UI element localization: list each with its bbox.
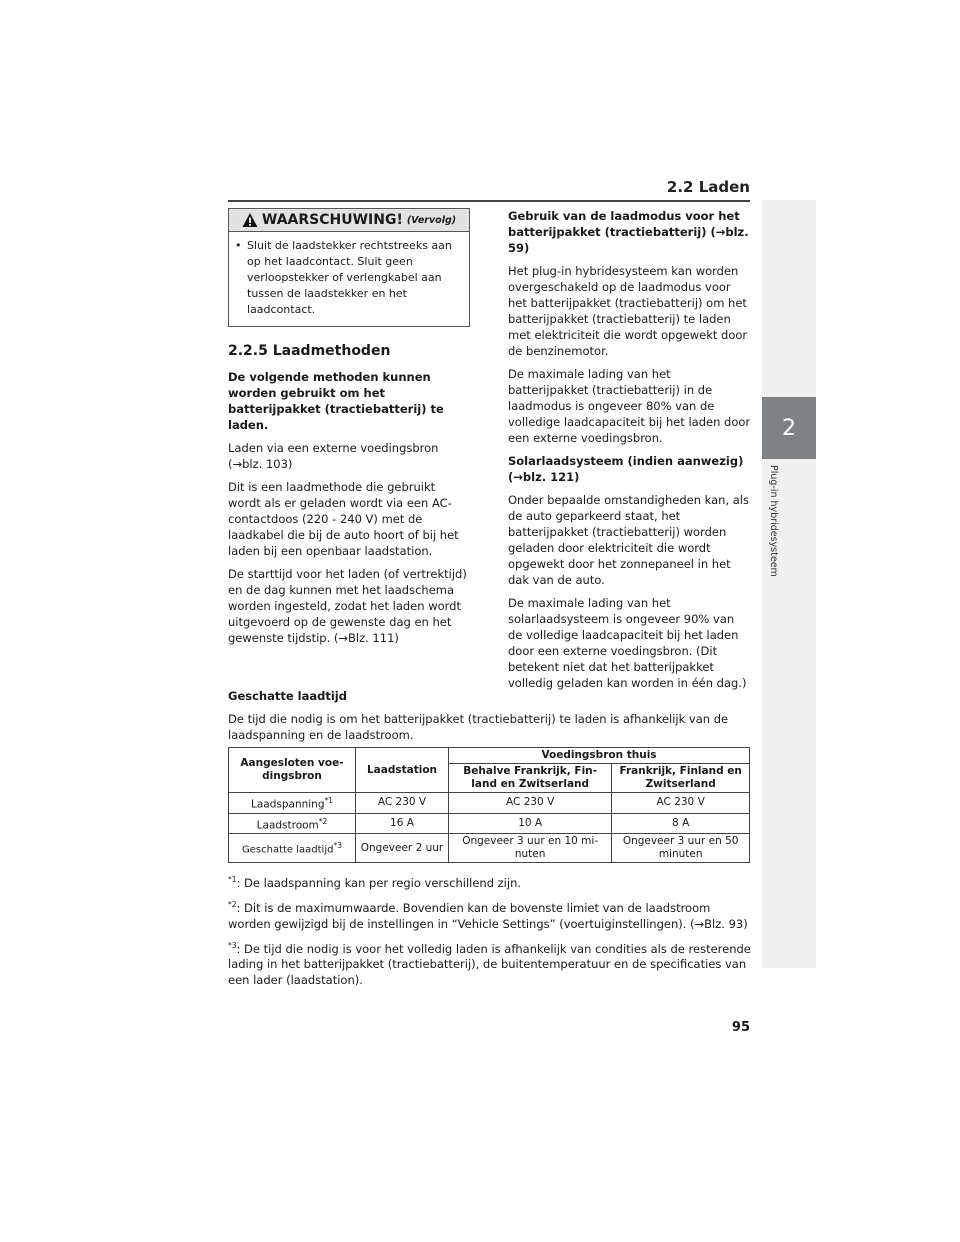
footnote-ref: *2 — [318, 816, 328, 826]
footnote-mark: *3 — [228, 940, 237, 950]
table-header-home-b: Frankrijk, Finland en Zwitserland — [612, 764, 750, 793]
cell-home-a: 10 A — [449, 813, 612, 834]
footnote — [228, 897, 752, 932]
page-number: 95 — [731, 1020, 750, 1035]
charge-mode-heading: Gebruik van de laadmodus voor het batterijpakket (tractiebatterij) (→blz. 59) — [508, 209, 749, 255]
solar-heading: Solarlaadsysteem (indien aanwezig) (→blz. 121) — [508, 454, 744, 484]
charge-mode-desc: Het plug-in hybridesysteem kan worden overgeschakeld op de laadmodus voor het batterijpakket (tractiebatterij) om het batterijpakket (tractiebatterij) te laden met elektriciteit die wordt opgewekt door de benzinemotor. — [508, 264, 748, 358]
table-header-home: Voedingsbron thuis — [449, 748, 750, 764]
table-header-home-a: Behalve Frankrijk, Fin-land en Zwitserland — [449, 764, 612, 793]
charge-time-heading: Geschatte laadtijd — [228, 689, 347, 703]
cell-home-a: Ongeveer 3 uur en 10 mi-nuten — [449, 834, 612, 863]
warning-title: WAARSCHUWING! — [261, 212, 403, 228]
bullet: • — [235, 239, 242, 252]
footnote — [228, 872, 752, 891]
solar-max: De maximale lading van het solarlaadsysteem is ongeveer 90% van de volledige laadcapaciteit bij het laden door een externe voedingsbron. (Dit betekent niet dat het batterijpakket volledig geladen kan worden in één dag.) — [508, 596, 747, 690]
chapter-tab-label: Plug-in hybridesysteem — [768, 465, 779, 577]
cell-home-b: 8 A — [612, 813, 750, 834]
footnote-mark: *2 — [228, 899, 237, 909]
side-margin-band — [762, 200, 816, 968]
section-intro: De volgende methoden kunnen worden gebruikt om het batterijpakket (tractiebatterij) te laden. — [228, 370, 444, 432]
row-label: Laadstroom — [256, 819, 319, 831]
section-header: 2.2 Laden — [666, 178, 750, 196]
solar-desc: Onder bepaalde omstandigheden kan, als de auto geparkeerd staat, het batterijpakket (tractiebatterij) worden geladen door elektriciteit die wordt opgewekt door het zonnepaneel in het dak van de auto. — [508, 493, 749, 587]
left-column — [228, 208, 470, 653]
cell-station: Ongeveer 2 uur — [356, 834, 449, 863]
warning-text: Sluit de laadstekker rechtstreeks aan op het laadcontact. Sluit geen verloopstekker of verlengkabel aan tussen de laadstekker en het laadcontact. — [247, 239, 452, 316]
footnote-text: : Dit is de maximumwaarde. Bovendien kan de bovenste limiet van de laadstroom worden gewijzigd bij de instellingen in “Vehicle Settings” (voertuiginstellingen). (→Blz. 93) — [228, 900, 748, 931]
table-header-source: Aangesloten voe-dingsbron — [229, 748, 356, 793]
method-external: Laden via een externe voedingsbron (→blz. 103) — [228, 441, 439, 471]
warning-triangle-icon — [242, 212, 258, 228]
cell-home-b: AC 230 V — [612, 793, 750, 814]
footnote-text: : De tijd die nodig is voor het volledig laden is afhankelijk van condities als de resterende lading in het batterijpakket (tractiebatterij), de buitentemperatuur en de specificaties van een lader (laadstation). — [228, 941, 751, 988]
warning-box — [228, 208, 470, 327]
warning-body — [229, 232, 469, 326]
cell-home-b: Ongeveer 3 uur en 50 minuten — [612, 834, 750, 863]
row-label: Geschatte laadtijd — [242, 844, 334, 856]
footnote — [228, 938, 752, 989]
table-row — [229, 834, 750, 863]
table-row — [229, 813, 750, 834]
footnote-text: : De laadspanning kan per regio verschillend zijn. — [236, 875, 522, 890]
footnote-ref: *1 — [324, 796, 334, 805]
charge-schedule-desc: De starttijd voor het laden (of vertrektijd) en de dag kunnen met het laadschema worden ingesteld, zodat het laden wordt uitgevoerd op de gewenste dag en het gewenste tijdstip. (→Blz. 111) — [228, 567, 467, 645]
charge-mode-max: De maximale lading van het batterijpakket (tractiebatterij) in de laadmodus is ongeveer 80% van de volledige laadcapaciteit bij het laden door een externe voedingsbron. — [508, 367, 751, 445]
footnote-ref: *3 — [333, 841, 342, 851]
row-label: Laadspanning — [250, 798, 325, 811]
warning-subtitle: (Vervolg) — [406, 214, 457, 226]
footnotes — [228, 872, 752, 994]
header-rule — [228, 200, 750, 202]
right-column — [508, 208, 752, 698]
charge-time-table — [228, 747, 750, 863]
warning-header — [229, 209, 469, 232]
method-external-desc: Dit is een laadmethode die gebruikt wordt als er geladen wordt via een AC-contactdoos (220 - 240 V) met de laadkabel die bij de auto hoort of bij het laden bij een openbaar laadstation. — [228, 480, 459, 558]
cell-station: 16 A — [356, 813, 449, 834]
chapter-tab: 2 — [762, 397, 816, 459]
footnote-mark: *1 — [228, 875, 237, 884]
charge-time-text: De tijd die nodig is om het batterijpakket (tractiebatterij) te laden is afhankelijk van de laadspanning en de laadstroom. — [228, 712, 729, 742]
charge-time-section — [228, 688, 752, 750]
section-title: 2.2.5 Laadmethoden — [228, 343, 391, 359]
table-header-station: Laadstation — [356, 748, 449, 793]
cell-station: AC 230 V — [356, 793, 449, 814]
table-row — [229, 793, 750, 814]
cell-home-a: AC 230 V — [449, 793, 612, 814]
